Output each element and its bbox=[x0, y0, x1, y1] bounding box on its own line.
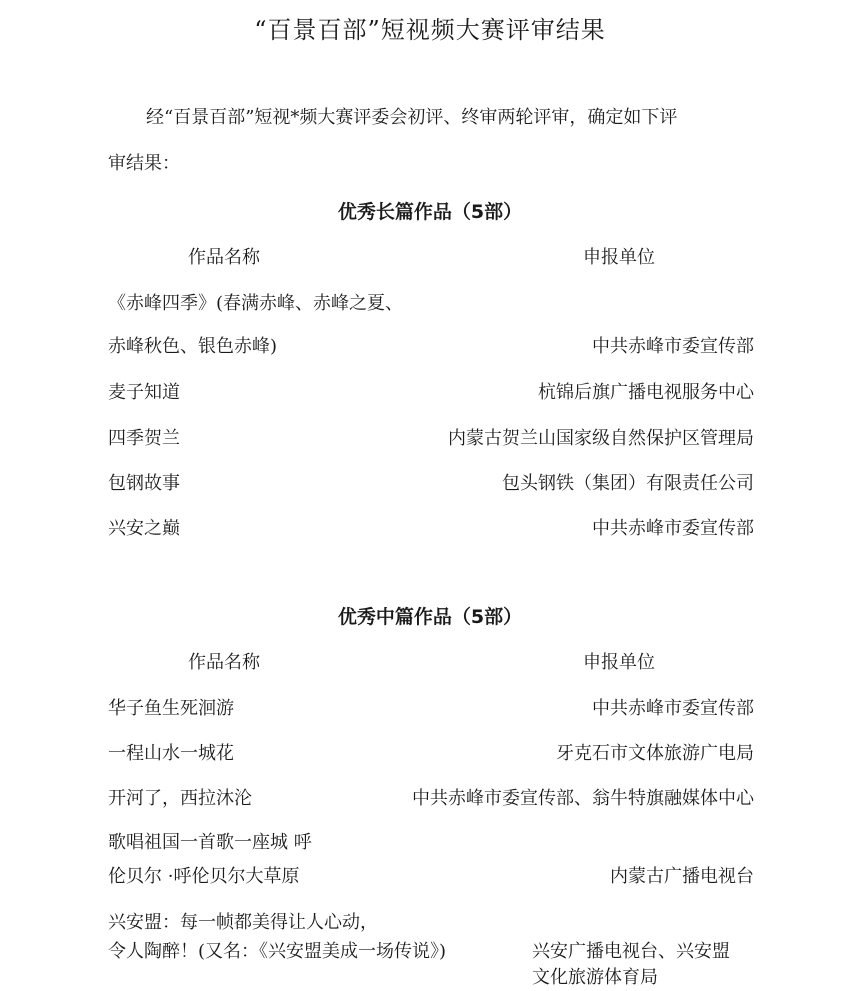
column-header-title: 作品名称 bbox=[188, 652, 260, 673]
entry-unit: 中共赤峰市委宣传部 bbox=[592, 518, 754, 539]
entry-title-line-1: 《赤峰四季》(春满赤峰、赤峰之夏、 bbox=[108, 293, 404, 314]
entry-title-line-2: 伦贝尔 ·呼伦贝尔大草原 bbox=[108, 866, 300, 887]
section-heading-mid: 优秀中篇作品（5部） bbox=[337, 606, 523, 628]
entry-title: 华子鱼生死洄游 bbox=[108, 698, 234, 719]
entry-title-line-2: 令人陶醉！(又名：《兴安盟美成一场传说》) bbox=[108, 941, 447, 962]
entry-title: 包钢故事 bbox=[108, 473, 180, 494]
column-header-title: 作品名称 bbox=[188, 247, 260, 268]
entry-unit: 内蒙古广播电视台 bbox=[610, 866, 754, 887]
entry-title: 麦子知道 bbox=[108, 382, 180, 403]
page-title: “百景百部”短视频大赛评审结果 bbox=[254, 16, 606, 44]
section-heading-long: 优秀长篇作品（5部） bbox=[337, 201, 523, 223]
entry-title: 一程山水一城花 bbox=[108, 743, 234, 764]
entry-unit-line-2: 文化旅游体育局 bbox=[532, 967, 658, 988]
entry-title-line-1: 兴安盟：每一帧都美得让人心动， bbox=[108, 912, 378, 933]
column-header-unit: 申报单位 bbox=[583, 652, 655, 673]
intro-line-2: 审结果： bbox=[108, 153, 180, 174]
entry-unit: 中共赤峰市委宣传部 bbox=[592, 336, 754, 357]
entry-title-line-1: 歌唱祖国一首歌一座城 呼 bbox=[108, 832, 312, 853]
entry-unit: 内蒙古贺兰山国家级自然保护区管理局 bbox=[448, 428, 754, 449]
entry-title: 兴安之巅 bbox=[108, 518, 180, 539]
entry-unit: 杭锦后旗广播电视服务中心 bbox=[538, 382, 754, 403]
entry-unit: 中共赤峰市委宣传部、翁牛特旗融媒体中心 bbox=[412, 788, 754, 809]
entry-unit: 包头钢铁（集团）有限责任公司 bbox=[502, 473, 754, 494]
entry-title: 四季贺兰 bbox=[108, 428, 180, 449]
intro-line-1: 经“百景百部”短视*频大赛评委会初评、终审两轮评审，确定如下评 bbox=[146, 107, 678, 128]
entry-unit: 牙克石市文体旅游广电局 bbox=[556, 743, 754, 764]
entry-title: 开河了，西拉沐沦 bbox=[108, 788, 252, 809]
entry-unit-line-1: 兴安广播电视台、兴安盟 bbox=[532, 941, 730, 962]
entry-unit: 中共赤峰市委宣传部 bbox=[592, 698, 754, 719]
entry-title-line-2: 赤峰秋色、银色赤峰) bbox=[108, 336, 278, 357]
column-header-unit: 申报单位 bbox=[583, 247, 655, 268]
